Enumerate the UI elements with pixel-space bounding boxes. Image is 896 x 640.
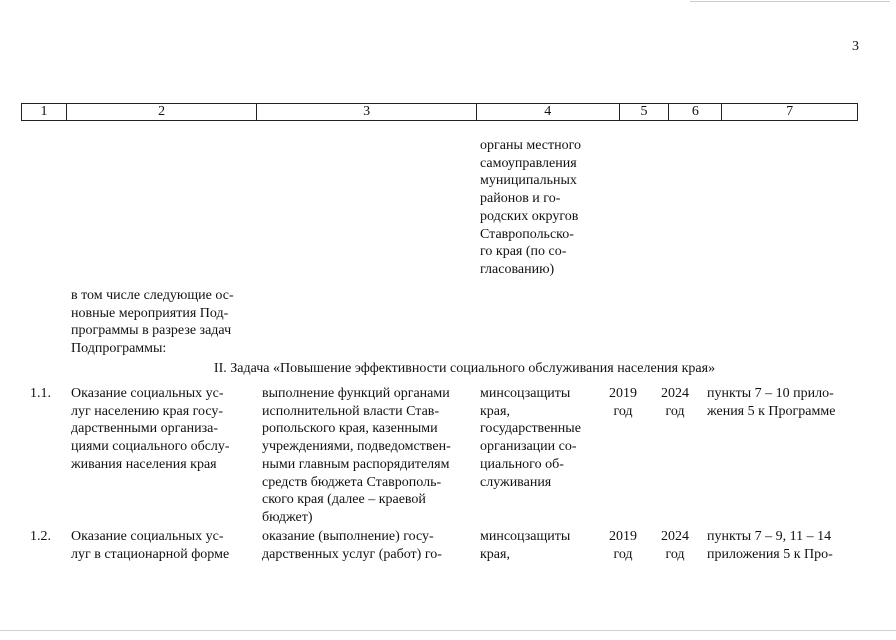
row-indicator: оказание (выполнение) госу- дарственных услуг (работ) го- [262, 529, 442, 562]
row-end-year: 2024 год [661, 529, 689, 562]
scan-top-edge [690, 1, 890, 2]
row-number: 1.1. [30, 386, 51, 401]
header-cell-2: 2 [67, 104, 258, 120]
intro-text: в том числе следующие ос- новные мероприятия Под- программы в разрезе задач Подпрограммы: [71, 288, 234, 357]
row-executor: минсоцзащиты края, [480, 529, 571, 562]
row-start-year: 2019 год [609, 386, 637, 419]
row-number: 1.2. [30, 529, 51, 544]
scan-bottom-edge [0, 630, 896, 631]
header-cell-5: 5 [620, 104, 670, 120]
row-reference: пункты 7 – 10 прило- жения 5 к Программе [707, 386, 836, 419]
section-title: II. Задача «Повышение эффективности социального обслуживания населения края» [213, 361, 716, 376]
row-measure-name: Оказание социальных ус- луг населению края госу- дарственными организа- циями социального обслу- живания населения края [71, 386, 230, 472]
row-measure-name: Оказание социальных ус- луг в стационарной форме [71, 529, 230, 562]
header-cell-7: 7 [786, 104, 794, 119]
continuation-col4: органы местного самоуправления муниципальных районов и го- родских округов Ставропольско- го края (по со- гласованию) [480, 138, 581, 277]
row-executor: минсоцзащиты края, государственные организации со- циального об- служивания [480, 386, 581, 490]
row-reference: пункты 7 – 9, 11 – 14 приложения 5 к Про- [707, 529, 833, 562]
table-header-row [21, 103, 858, 121]
page-number: 3 [852, 39, 859, 54]
header-cell-4: 4 [477, 104, 620, 120]
row-indicator: выполнение функций органами исполнительной власти Став- ропольского края, казенными учреждениями, подведомствен- ными главным распорядителям средств бюджета Ставрополь- ского края (далее – краевой бюджет) [262, 386, 451, 525]
header-cell-3: 3 [257, 104, 476, 120]
header-cell-1: 1 [22, 104, 67, 120]
row-start-year: 2019 год [609, 529, 637, 562]
header-cell-6: 6 [669, 104, 722, 120]
row-end-year: 2024 год [661, 386, 689, 419]
